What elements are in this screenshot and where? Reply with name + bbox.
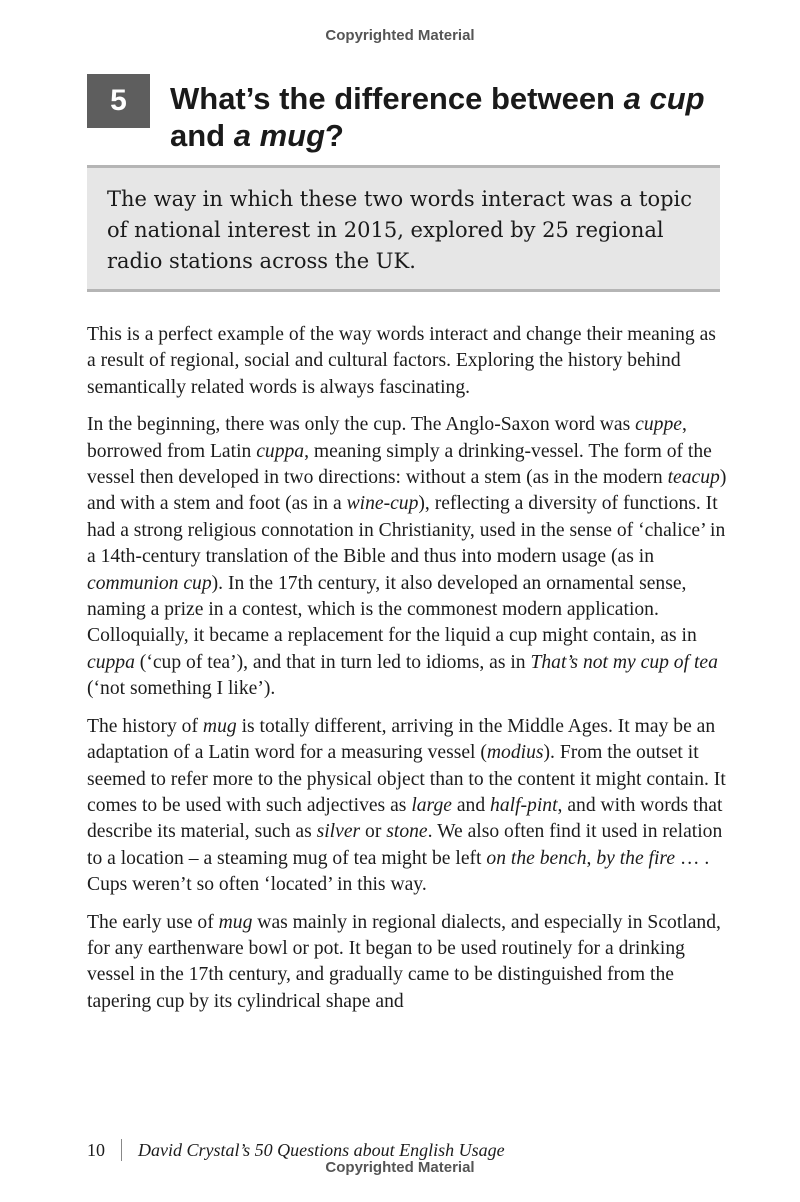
paragraph-2	[87, 412, 727, 702]
italic-term: That’s not my cup of tea	[530, 651, 718, 673]
italic-term: wine-cup	[346, 493, 419, 515]
italic-term: mug	[218, 911, 253, 933]
text-run: was mainly in regional dialects, and especially in Scotland, for any earthenware bowl or pot. It began to be used routinely for a drinking vessel in the 17th century, and gradually came to be distinguished from the tapering cup by its cylindrical shape and	[87, 911, 721, 1012]
text-run: , borrowed from Latin	[87, 414, 687, 462]
page-number: 10	[87, 1140, 105, 1160]
text-run: or	[360, 821, 387, 843]
copyright-watermark-top: Copyrighted Material	[325, 27, 475, 44]
text-run: is totally different, arriving in the Middle Ages. It may be an adaptation of a Latin word for a measuring vessel (	[87, 715, 716, 764]
text-run: In the beginning, there was only the cup. The Anglo-Saxon word was	[87, 414, 636, 436]
paragraph-4	[87, 910, 727, 1016]
body-text	[87, 322, 727, 1015]
italic-term: modius	[486, 742, 544, 764]
italic-term: silver	[316, 821, 361, 843]
text-run: ). From the outset it seemed to refer more to the physical object than to the content it might contain. It comes to be used with such adjectives as	[87, 742, 726, 816]
italic-term: teacup	[667, 467, 720, 489]
text-run: ), reflecting a diversity of functions. It had a strong religious connotation in Christianity, used in the sense of ‘chalice’ in a 14th-century translation of the Bible and thus into modern usage (as in	[87, 493, 726, 568]
paragraph-3	[87, 714, 727, 899]
text-run: , meaning simply a drinking-vessel. The form of the vessel then developed in two directions: without a stem (as in the modern	[87, 440, 712, 489]
text-run: … . Cups weren’t so often ‘located’ in this way.	[87, 847, 710, 896]
summary-box	[87, 165, 720, 292]
text-run: ,	[586, 847, 597, 869]
text-run: . We also often find it used in relation to a location – a steaming mug of tea might be left	[87, 821, 723, 869]
italic-term: mug	[202, 715, 237, 737]
paragraph-1	[87, 322, 727, 401]
copyright-watermark-bottom: Copyrighted Material	[325, 1159, 475, 1176]
italic-term: by the fire	[596, 847, 676, 869]
text-run: The history of	[87, 715, 203, 737]
italic-term: cuppa	[87, 651, 135, 673]
italic-term: stone	[386, 821, 428, 843]
italic-term: large	[411, 794, 452, 816]
text-run: (‘not something I like’).	[87, 678, 276, 700]
text-run: (‘cup of tea’), and that in turn led to idioms, as in	[134, 651, 531, 673]
summary-text: The way in which these two words interact was a topic of national interest in 2015, explored by 25 regional radio stations across the UK.	[107, 187, 693, 273]
title-text: ?	[325, 118, 344, 153]
text-run: , and with words that describe its material, such as	[87, 794, 723, 843]
italic-term: communion cup	[87, 572, 212, 594]
title-text: What’s the difference between	[170, 81, 624, 116]
title-text: and	[170, 118, 234, 153]
title-italic-term: a mug	[233, 118, 326, 153]
text-run: and	[451, 794, 491, 816]
text-run: This is a perfect example of the way words interact and change their meaning as a result of regional, social and cultural factors. Exploring the history behind semantically related words is always fascinating.	[87, 324, 716, 398]
text-run: ) and with a stem and foot (as in a	[87, 467, 727, 515]
text-run: ). In the 17th century, it also developed an ornamental sense, naming a prize in a contest, which is the commonest modern application. Colloquially, it became a replacement for the liquid a cup might contain, as in	[87, 572, 697, 647]
chapter-title	[170, 80, 730, 154]
text-run: The early use of	[87, 911, 219, 933]
italic-term: on the bench	[486, 847, 587, 869]
running-book-title: David Crystal’s 50 Questions about English Usage	[138, 1140, 505, 1160]
title-italic-term: a cup	[623, 81, 705, 116]
footer-divider	[121, 1139, 122, 1161]
chapter-number-badge: 5	[87, 74, 150, 128]
italic-term: half-pint	[490, 794, 558, 816]
italic-term: cuppe	[635, 414, 682, 436]
italic-term: cuppa	[256, 440, 305, 462]
